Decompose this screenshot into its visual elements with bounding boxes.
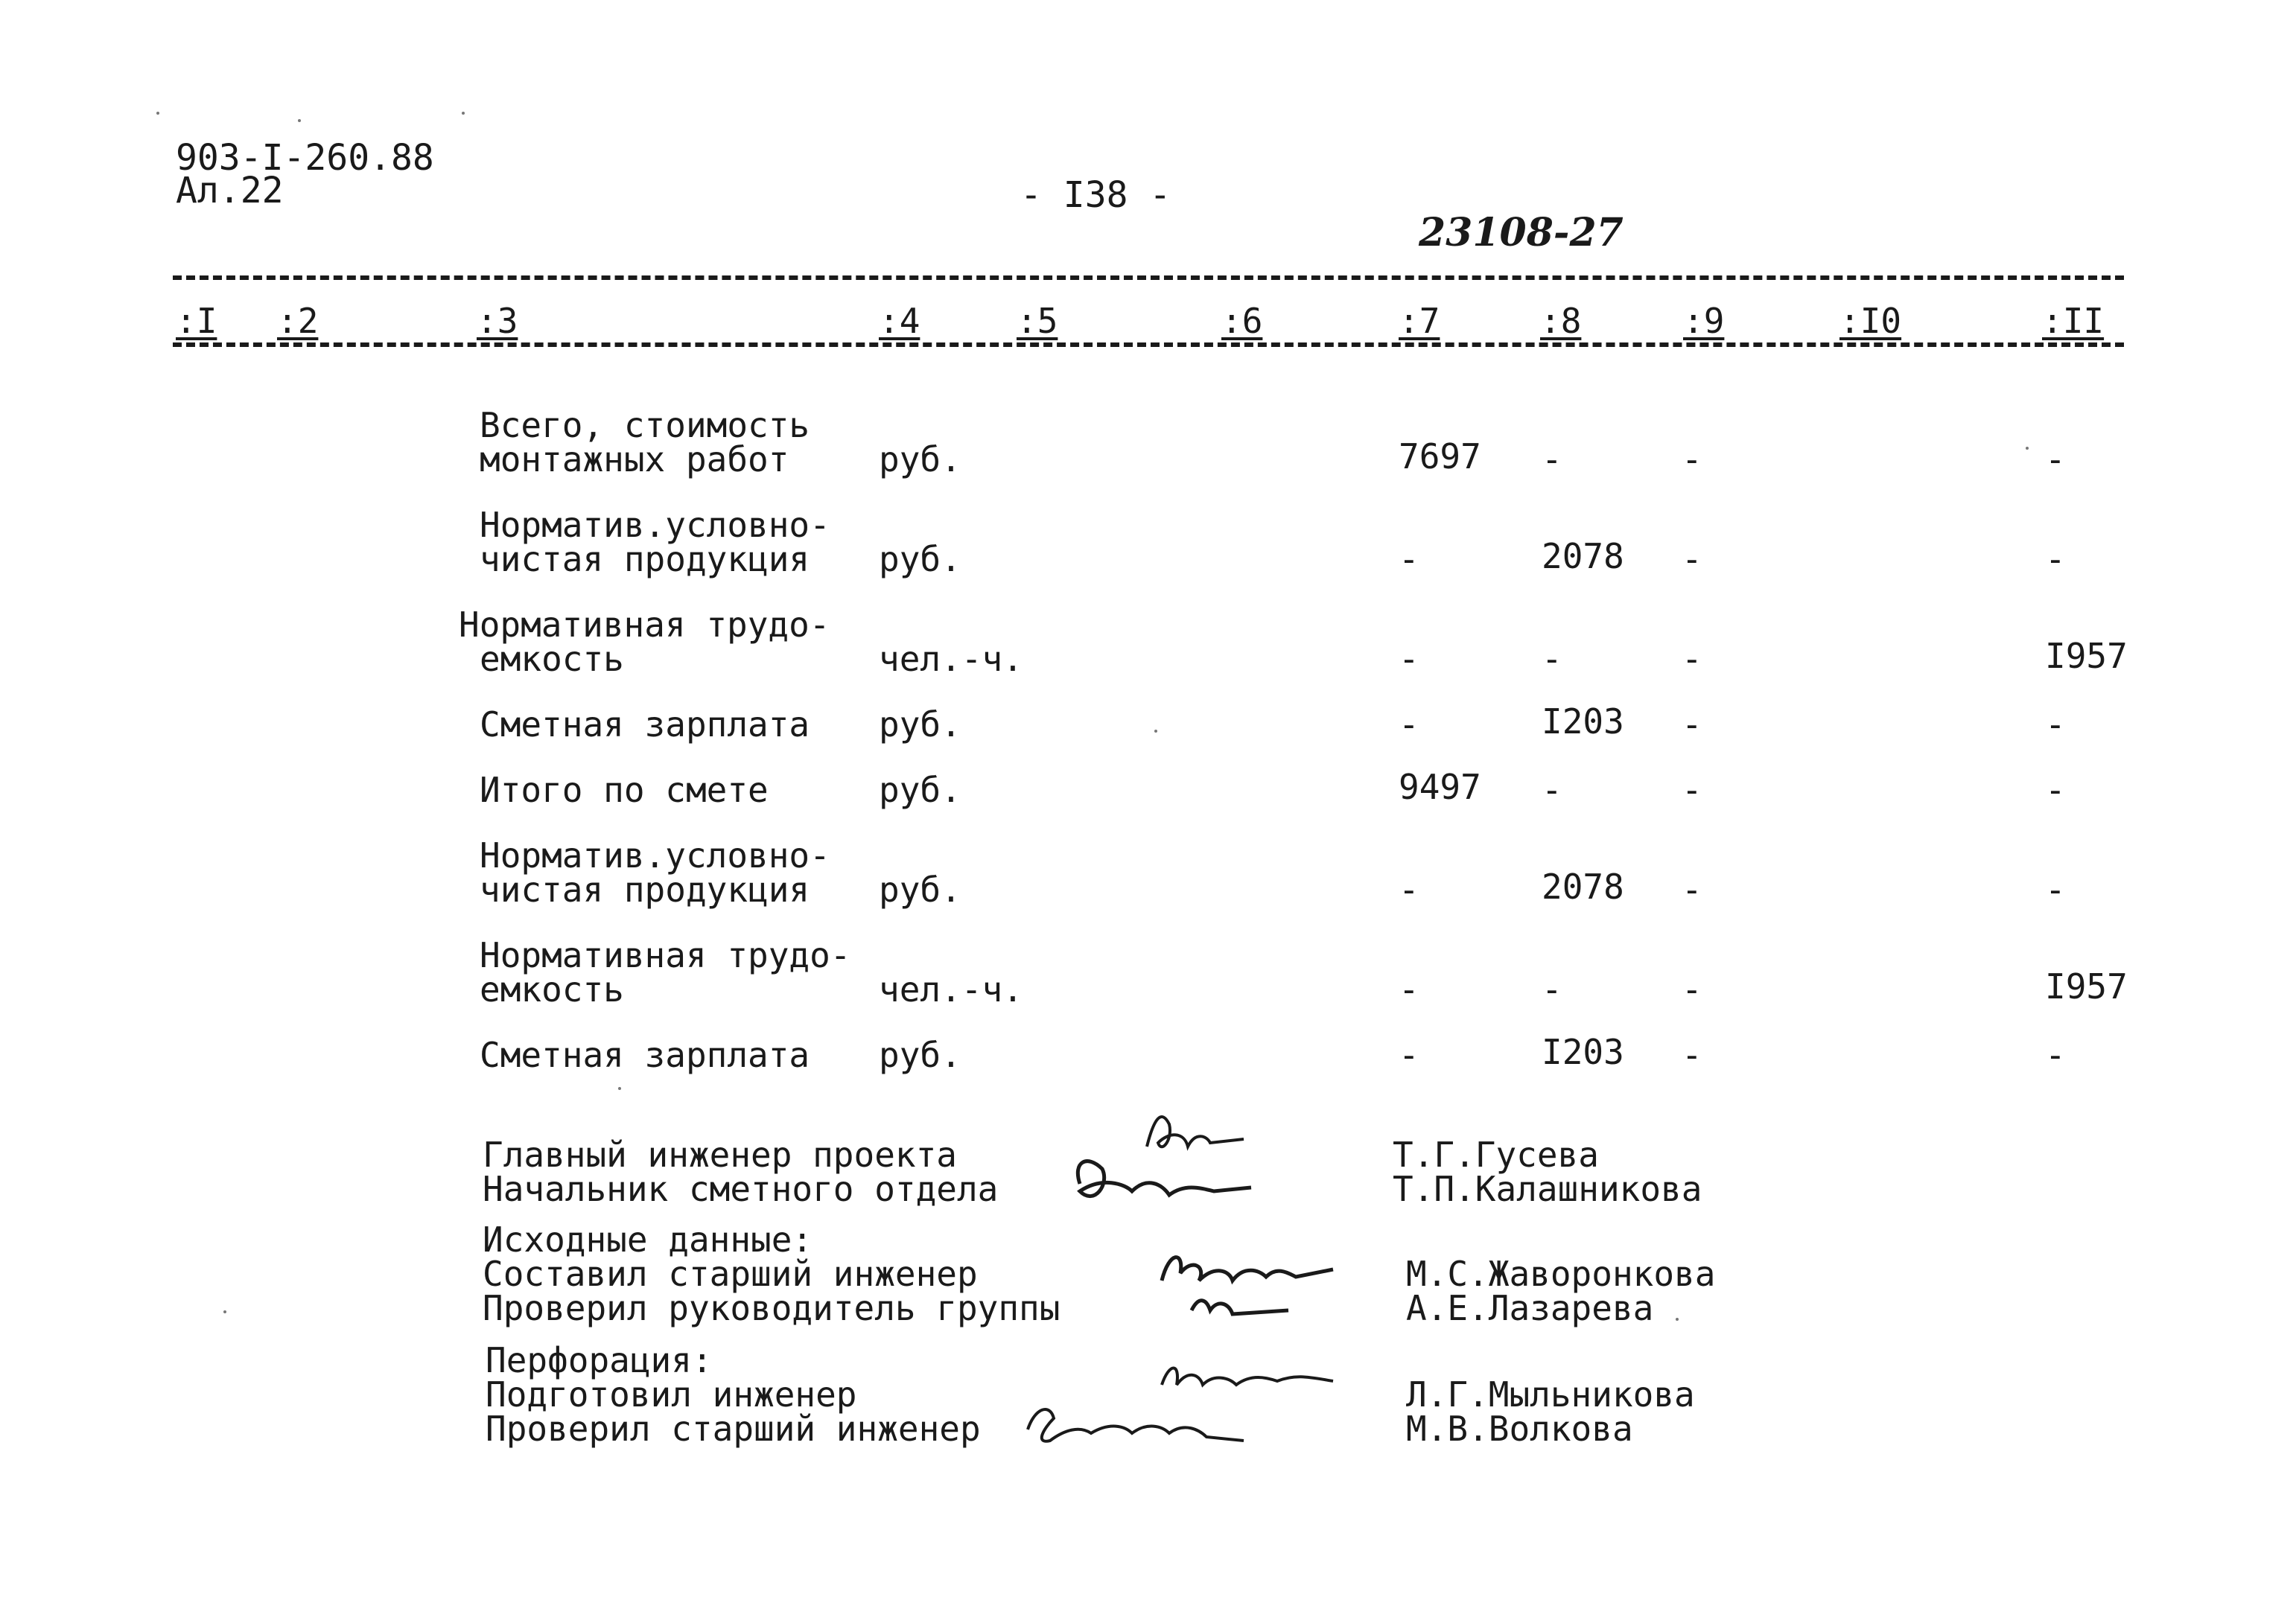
row-name-line2: Итого по смете <box>480 770 769 810</box>
row-col9: - <box>1682 770 1702 810</box>
row-unit: руб. <box>879 439 961 479</box>
verified-label: Проверил старший инженер <box>486 1409 981 1449</box>
scan-speck <box>298 119 301 122</box>
scan-speck <box>2026 447 2029 450</box>
row-name-line2: емкость <box>480 639 624 679</box>
row-col7: 7697 <box>1399 436 1481 476</box>
row-col9: - <box>1682 704 1702 745</box>
row-name-line1: Нормативная трудо- <box>459 605 830 645</box>
chief-engineer-label: Главный инженер проекта <box>483 1135 957 1175</box>
row-name-line1: Норматив.условно- <box>480 505 830 545</box>
row-col8: - <box>1542 770 1562 810</box>
col-header-9: :9 <box>1683 301 1725 341</box>
row-col11: - <box>2045 539 2066 579</box>
scan-speck <box>1676 1318 1679 1321</box>
row-col11: - <box>2045 1035 2066 1075</box>
verified-name: М.В.Волкова <box>1406 1409 1633 1449</box>
row-col11: - <box>2045 770 2066 810</box>
header-dashed-rule <box>173 342 2124 347</box>
signature-compiled <box>1147 1236 1341 1333</box>
row-unit: чел.-ч. <box>879 639 1023 679</box>
row-unit: руб. <box>879 704 961 745</box>
row-col11: I957 <box>2045 966 2128 1007</box>
perforation-heading: Перфорация: <box>486 1340 713 1380</box>
col-header-4: :4 <box>879 301 920 341</box>
scan-speck <box>1154 730 1157 733</box>
row-col9: - <box>1682 969 1702 1010</box>
row-col11: - <box>2045 870 2066 910</box>
signature-perforation <box>1020 1348 1363 1467</box>
col-header-6: :6 <box>1221 301 1263 341</box>
col-header-1: :I <box>176 301 217 341</box>
prepared-name: Л.Г.Мыльникова <box>1406 1374 1695 1415</box>
row-name-line1: Нормативная трудо- <box>480 935 851 975</box>
col-header-3: :3 <box>477 301 518 341</box>
row-col9: - <box>1682 439 1702 479</box>
row-col8: I203 <box>1542 701 1624 742</box>
handwritten-number: 23108-27 <box>1419 210 1624 255</box>
col-header-11: :II <box>2042 301 2105 341</box>
row-col11: - <box>2045 704 2066 745</box>
row-unit: руб. <box>879 1035 961 1075</box>
col-header-10: :I0 <box>1839 301 1902 341</box>
row-col8: 2078 <box>1542 536 1624 576</box>
row-unit: руб. <box>879 770 961 810</box>
head-dept-label: Начальник сметного отдела <box>483 1169 999 1209</box>
prepared-label: Подготовил инженер <box>486 1374 857 1415</box>
row-name-line1: Всего, стоимость <box>480 405 810 445</box>
row-unit: руб. <box>879 870 961 910</box>
row-col8: 2078 <box>1542 867 1624 907</box>
row-col9: - <box>1682 1035 1702 1075</box>
col-header-8: :8 <box>1540 301 1582 341</box>
row-col8: I203 <box>1542 1032 1624 1072</box>
top-dashed-rule <box>173 275 2124 280</box>
compiled-name: М.С.Жаворонкова <box>1406 1254 1716 1294</box>
row-col8: - <box>1542 439 1562 479</box>
compiled-label: Составил старший инженер <box>483 1254 978 1294</box>
row-col11: - <box>2045 439 2066 479</box>
row-col7: - <box>1399 639 1419 679</box>
row-col8: - <box>1542 639 1562 679</box>
col-header-5: :5 <box>1017 301 1058 341</box>
scan-speck <box>618 1087 621 1090</box>
row-col7: - <box>1399 1035 1419 1075</box>
row-name-line1: Норматив.условно- <box>480 835 830 876</box>
scan-speck <box>223 1310 226 1313</box>
checked-name: А.Е.Лазарева <box>1406 1288 1654 1328</box>
row-col7: - <box>1399 969 1419 1010</box>
row-col7: 9497 <box>1399 767 1481 807</box>
row-col7: - <box>1399 539 1419 579</box>
source-data-heading: Исходные данные: <box>483 1220 813 1260</box>
row-name-line2: монтажных работ <box>480 439 789 479</box>
scan-speck <box>156 112 159 115</box>
col-header-7: :7 <box>1399 301 1440 341</box>
row-col9: - <box>1682 539 1702 579</box>
doc-code: 903-I-260.88 <box>176 137 434 179</box>
row-unit: руб. <box>879 539 961 579</box>
signature-chief-engineer <box>1058 1102 1296 1228</box>
row-col9: - <box>1682 639 1702 679</box>
row-name-line2: чистая продукция <box>480 870 810 910</box>
album-label: Ал.22 <box>176 170 284 211</box>
row-col9: - <box>1682 870 1702 910</box>
scan-speck <box>462 112 465 115</box>
head-dept-name: Т.П.Калашникова <box>1393 1169 1702 1209</box>
row-col7: - <box>1399 870 1419 910</box>
row-col8: - <box>1542 969 1562 1010</box>
checked-label: Проверил руководитель группы <box>483 1288 1060 1328</box>
row-name-line2: емкость <box>480 969 624 1010</box>
chief-engineer-name: Т.Г.Гусева <box>1393 1135 1599 1175</box>
row-name-line2: Сметная зарплата <box>480 1035 810 1075</box>
col-header-2: :2 <box>277 301 319 341</box>
row-col7: - <box>1399 704 1419 745</box>
row-name-line2: чистая продукция <box>480 539 810 579</box>
page-number: - I38 - <box>1020 174 1171 216</box>
row-unit: чел.-ч. <box>879 969 1023 1010</box>
row-col11: I957 <box>2045 636 2128 676</box>
row-name-line2: Сметная зарплата <box>480 704 810 745</box>
